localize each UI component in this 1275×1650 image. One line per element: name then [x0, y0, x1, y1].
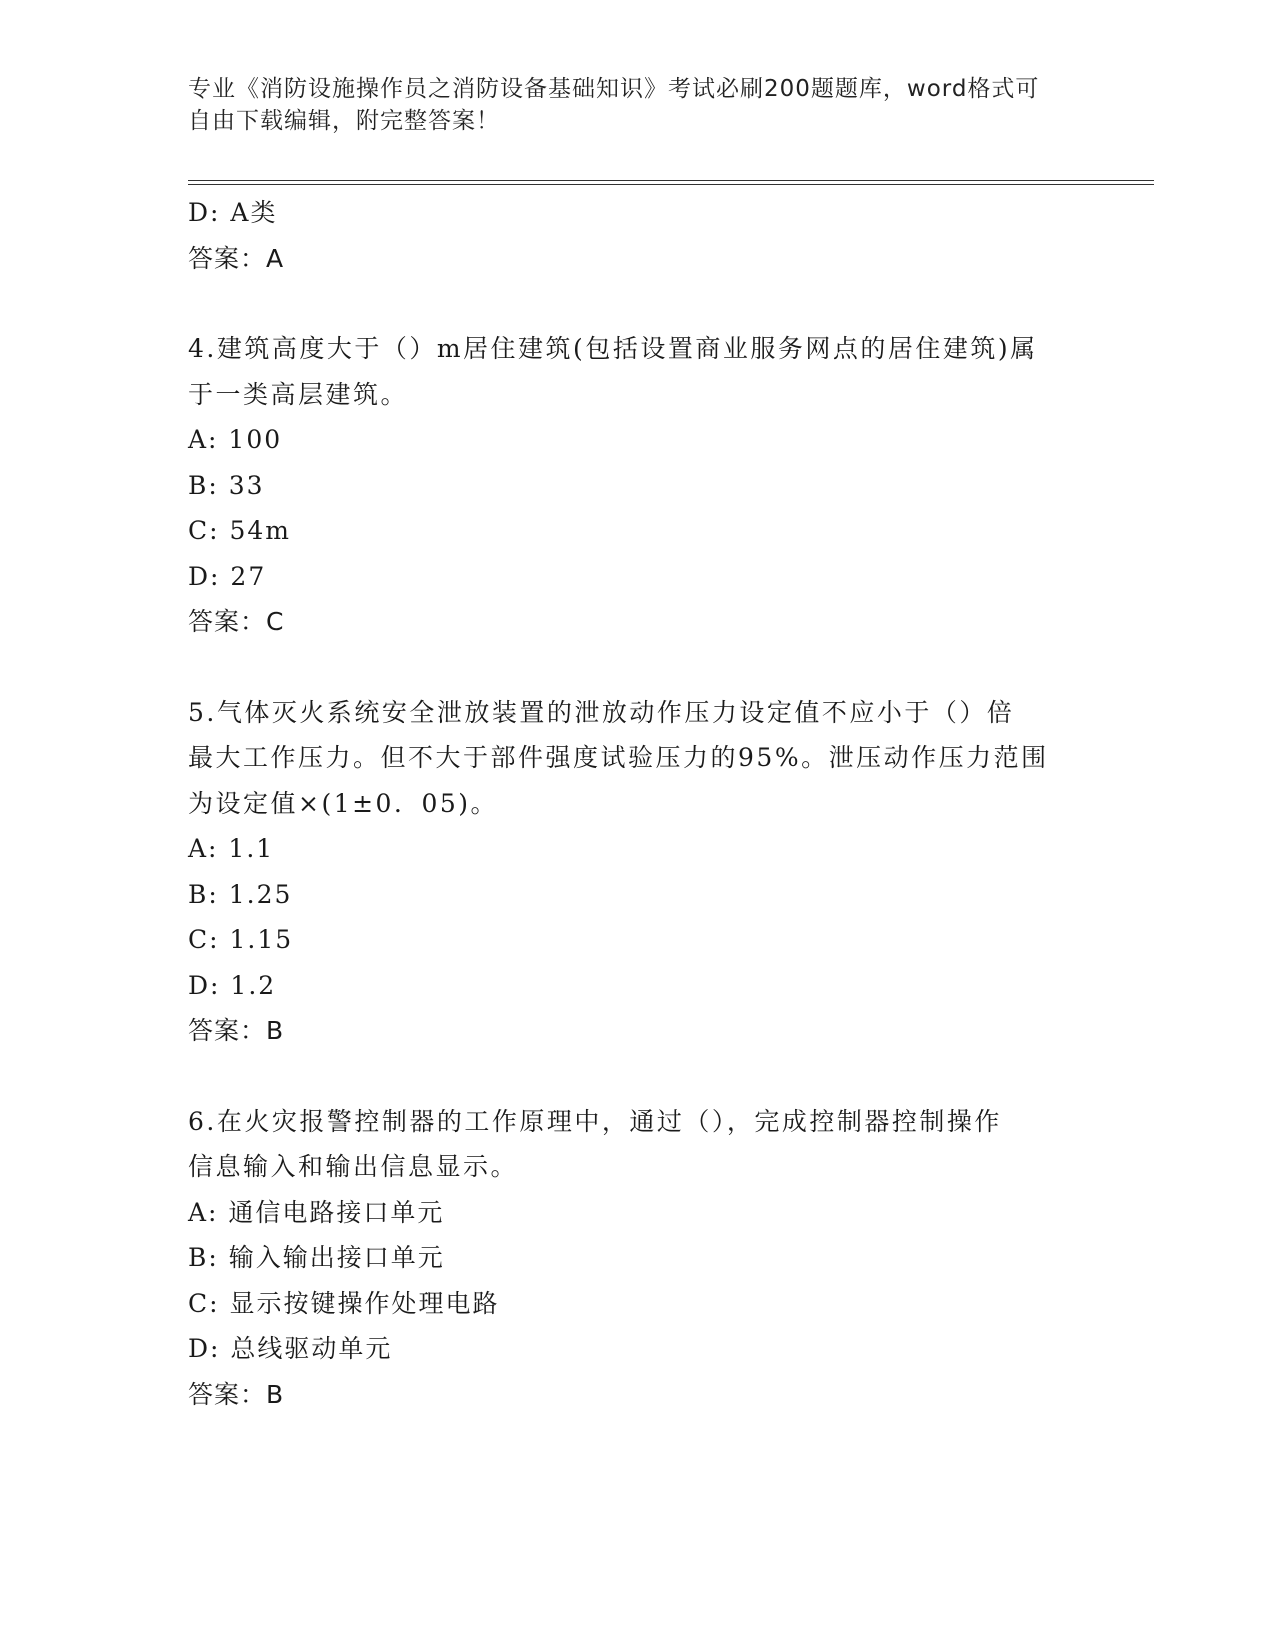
previous-question-tail — [188, 190, 1088, 281]
option-d: D: A类 — [188, 198, 278, 227]
option-a: A: 通信电路接口单元 — [188, 1197, 445, 1227]
question-6 — [188, 1099, 1088, 1418]
option-c: C: 54m — [188, 516, 292, 545]
question-text-line: 5.气体灭火系统安全泄放装置的泄放动作压力设定值不应小于（）倍 — [188, 697, 1015, 727]
question-text-line: 为设定值×(1±0．05)。 — [188, 788, 499, 818]
option-a: A: 100 — [188, 425, 283, 454]
option-c: C: 1.15 — [188, 925, 294, 954]
option-d: D: 27 — [188, 561, 267, 591]
header-line-1: 专业《消防设施操作员之消防设备基础知识》考试必刷200题题库，word格式可 — [188, 76, 1040, 102]
question-text-line: 于一类高层建筑。 — [188, 379, 409, 409]
spacer — [188, 645, 1088, 690]
option-b: B: 33 — [188, 470, 265, 500]
question-text-line: 最大工作压力。但不大于部件强度试验压力的95%。泄压动作压力范围 — [188, 743, 1049, 772]
page-header — [188, 73, 1068, 137]
option-d: D: 总线驱动单元 — [188, 1334, 393, 1363]
answer-line: 答案：B — [188, 1379, 285, 1409]
header-divider-top — [188, 180, 1154, 181]
header-line-2: 自由下载编辑，附完整答案！ — [188, 108, 500, 134]
question-5 — [188, 690, 1088, 1054]
option-b: B: 1.25 — [188, 879, 293, 909]
question-text-line: 4.建筑高度大于（）m居住建筑(包括设置商业服务网点的居住建筑)属 — [188, 334, 1038, 363]
answer-line: 答案：C — [188, 607, 285, 636]
answer-line: 答案：A — [188, 243, 285, 273]
option-c: C: 显示按键操作处理电路 — [188, 1288, 500, 1318]
question-list — [188, 190, 1088, 1417]
option-d: D: 1.2 — [188, 970, 277, 1000]
spacer — [188, 281, 1088, 326]
option-b: B: 输入输出接口单元 — [188, 1243, 445, 1272]
question-text-line: 6.在火灾报警控制器的工作原理中，通过（），完成控制器控制操作 — [188, 1106, 1002, 1136]
question-4 — [188, 326, 1088, 645]
answer-line: 答案：B — [188, 1016, 285, 1045]
question-text-line: 信息输入和输出信息显示。 — [188, 1152, 519, 1181]
option-a: A: 1.1 — [188, 834, 275, 863]
header-divider-bottom — [188, 184, 1154, 185]
spacer — [188, 1054, 1088, 1099]
